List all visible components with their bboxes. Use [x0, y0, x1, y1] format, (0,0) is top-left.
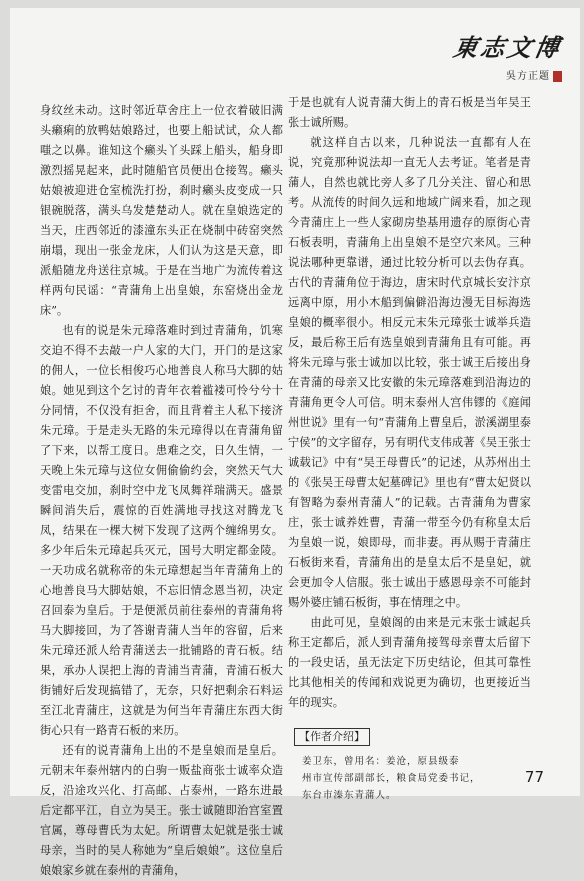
paragraph: 身纹丝未动。这时邻近草舍庄上一位衣着破旧满头癞痢的放鸭姑娘路过，也要上船试试，众人都嗤之以鼻。谁知这个癞头丫头踩上船头，船身即激烈摇晃起来，此时随船官员便出仓接驾。癞头姑娘被迎进仓室梳洗打扮，刹时癞头皮变成一只银碗脱落，满头乌发楚楚动人。就在皇娘选定的当天，庄西邻近的漆潼东头正在烧制中砖窑突然崩塌，现出一张金龙床，人们认为这是天意，即派船随龙舟送往京城。于是在当地广为流传着这样两句民谣：“青蒲角上出皇娘，东窑烧出金龙床”。	[40, 104, 283, 317]
paragraph: 还有的说青蒲角上出的不是皇娘而是皇后。元朝末年泰州辖内的白驹一贩盐商张士诚率众造反，沿途攻兴化、打高邮、占泰州，一路东进最后定都平江，自立为吴王。张士诚随即治宫室置官属，尊母曹氏为太妃。所谓曹太妃就是张士诚母亲，当时的吴人称她为“皇后娘娘”。这位皇后娘娘家乡就在泰州的青蒲角，	[40, 744, 283, 877]
author-box-title: 【作者介绍】	[294, 728, 370, 746]
paragraph: 由此可见，皇娘阁的由来是元末张士诚起兵称王定都后，派人到青蒲角接驾母亲曹太后留下的一段史话，虽无法定下历史结论，但其可靠性比其他相关的传闻和戏说更为确切，也更接近当年的现实。	[288, 616, 531, 709]
left-text-column	[40, 101, 283, 881]
right-text-column	[288, 93, 531, 804]
column-brand: 東志文博	[451, 33, 565, 62]
author-box	[288, 727, 531, 804]
paragraph: 就这样自古以来，几种说法一直都有人在说，究竟那种说法却一直无人去考证。笔者是青蒲人，自然也就比旁人多了几分关注、留心和思考。从流传的时间久远和地域广阔来看，加之现今青蒲庄上一些人家砌房垫基用遗存的原街心青石板表明，青蒲角上出皇娘不是空穴来风。三种说法哪种更靠谱，通过比较分析可以去伪存真。古代的青蒲角位于海边，唐宋时代京城长安汴京远离中原，用小木船到偏僻沿海边漫无目标海选皇娘的概率很小。相反元末朱元璋张士诚举兵造反，最后称王后有选皇娘到青蒲角且有可能。再将朱元璋与张士诚加以比较，张士诚王后接出身在青蒲的母亲又比安徽的朱元璋落难到沿海边的青蒲角更令人可信。明末泰州人宫伟镠的《庭闻州世说》里有一句“青蒲角上曹皇后，淤溪湖里泰宁侯”的文字留存，另有明代支伟成著《吴王张士诚载记》中有“吴王母曹氏”的记述，从苏州出土的《张吴王母曹太妃墓碑记》里也有“曹太妃贤以有智略为泰州青蒲人”的记载。古青蒲角为曹家庄，张士诚养姓曹，青蒲一带至今仍有称皇太后为皇娘一说，娘即母，而非妻。再从赐于青蒲庄石板街来看，青蒲角出的是皇太后不是皇妃，就会更加令人信服。张士诚出于感恩母亲不可能封赐外婆庄铺石板街，事在情理之中。	[288, 136, 531, 609]
author-bio	[302, 753, 531, 804]
author-bio-line: 州市宣传部副部长，粮食局党委书记，	[302, 773, 481, 784]
seal-stamp-icon	[553, 71, 562, 82]
masthead	[451, 28, 565, 82]
calligraphy-signature	[454, 67, 562, 82]
paragraph: 也有的说是朱元璋落难时到过青蒲角，饥寒交迫不得不去敲一户人家的大门，开门的是这家的佣人，一位长相俊巧心地善良人称马大脚的姑娘。她见到这个乞讨的青年衣着褴褛可怜兮兮十分同情，不仅没有拒舍，而且背着主人私下接济朱元璋。于是走头无路的朱元璋得以在青蒲角留了下来，以帮工度日。患难之交，日久生情，一天晚上朱元璋与这位女佣偷偷约会，突然天气大变雷电交加，刹时空中龙飞凤舞祥瑞满天。盛景瞬间消失后，震惊的百姓满地寻找这对腾龙飞凤，结果在一棵大树下发现了这两个缠绵男女。多少年后朱元璋起兵灭元，国号大明定都金陵。一天功成名就称帝的朱元璋想起当年青蒲角上的心地善良马大脚姑娘，不忘旧情念恩当初，决定召回泰为皇后。于是便派员前往泰州的青蒲角将马大脚接回，为了答谢青蒲人当年的容留，后来朱元璋还派人给青蒲送去一批铺路的青石板。结果，承办人误把上海的青浦当青蒲，青浦石板大街铺好后发现搞错了，无奈，只好把剩余石料运至江北青蒲庄，这就是为何当年青蒲庄东西大街街心只有一路青石板的来历。	[40, 324, 283, 737]
signature-text: 吳方正题	[506, 71, 550, 82]
page-number: 77	[524, 768, 544, 786]
author-bio-line: 东台市溱东青蒲人。	[302, 790, 397, 801]
paragraph-continuation: 于是也就有人说青蒲大街上的青石板是当年吴王张士诚所赐。	[288, 96, 531, 129]
author-bio-line: 姜卫东，曾用名：姜沧，原县级泰	[302, 756, 460, 767]
magazine-page	[10, 8, 580, 877]
